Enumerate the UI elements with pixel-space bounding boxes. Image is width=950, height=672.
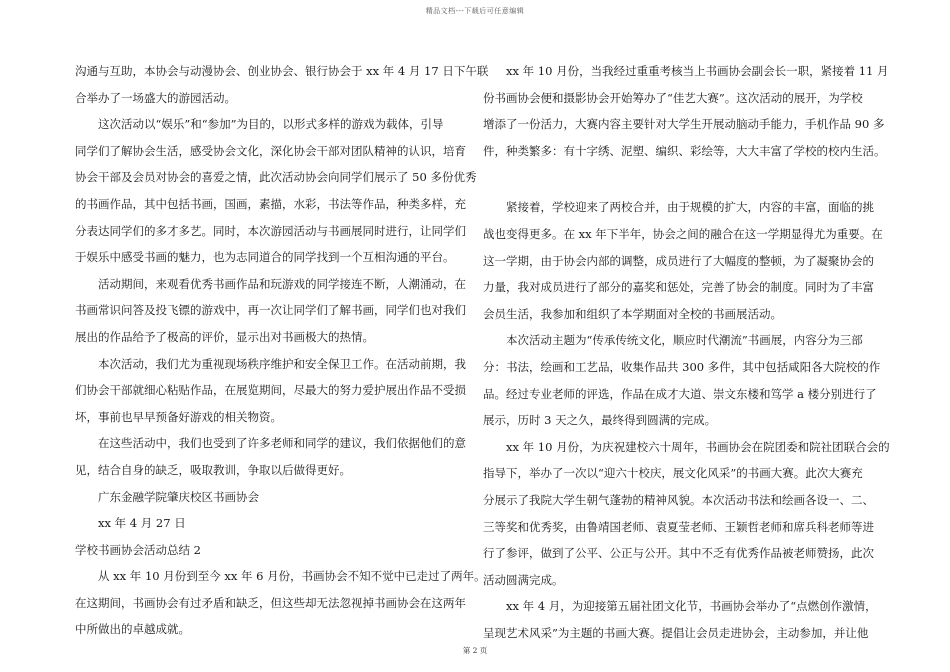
paragraph bbox=[483, 593, 878, 646]
text-line: 协会干部及会员对协会的喜爱之情，此次活动协会向同学们展示了 50 多份优秀 bbox=[75, 170, 477, 185]
text-line: 在这期间，书画协会有过矛盾和缺乏，但这些却无法忽视掉书画协会在这两年 bbox=[75, 595, 466, 610]
text-line: 分展示了我院大学生朝气蓬勃的精神风貌。本次活动书法和绘画各设一、二、 bbox=[483, 492, 874, 507]
text-line: 同学们了解协会生活，感受协会文化，深化协会干部对团队精神的认识，培育 bbox=[75, 143, 466, 158]
paragraph bbox=[75, 271, 470, 351]
text-line: 的书画作品，其中包括书画，国画，素描，水彩，书法等作品，种类多样，充 bbox=[75, 196, 466, 211]
text-line: 力量，我对成员进行了部分的嘉奖和惩处，完善了协会的制度。同时为了丰富 bbox=[483, 280, 874, 295]
text-line: 展示，历时 3 天之久，最终得到圆满的完成。 bbox=[483, 413, 717, 428]
text-line: 坏，事前也早早预备好游戏的相关物资。 bbox=[75, 409, 282, 424]
text-line: 增添了一份活力，大赛内容主要针对大学生开展动脑动手能力，手机作品 90 多 bbox=[483, 117, 885, 132]
text-line: 见，结合自身的缺乏，吸取教训，争取以后做得更好。 bbox=[75, 462, 351, 477]
text-line: 分：书法，绘画和工艺品，收集作品共 300 多件，其中包括咸阳各大院校的作 bbox=[483, 359, 881, 374]
text-line: 战也变得更多。在 xx 年下半年，协会之间的融合在这一学期显得尤为重要。在 bbox=[483, 226, 883, 241]
paragraph bbox=[483, 327, 881, 433]
right-column bbox=[483, 58, 890, 646]
text-line: 中所做出的卓越成就。 bbox=[75, 622, 190, 637]
text-line: xx 年 10 月份，为庆祝建校六十周年，书画协会在院团委和院社团联合会的 bbox=[506, 439, 890, 454]
section-title: 学校书画协会活动总结 2 bbox=[75, 542, 201, 557]
text-line: 们协会干部就细心粘贴作品，在展览期间，尽最大的努力爱护展出作品不受损 bbox=[75, 383, 466, 398]
page-number: 第 2 页 bbox=[462, 646, 488, 655]
text-line: 份书画协会便和摄影协会开始筹办了“佳艺大赛”。这次活动的展开，为学校 bbox=[483, 90, 863, 105]
paragraph bbox=[75, 111, 477, 271]
text-line: 在这些活动中，我们也受到了许多老师和同学的建议，我们依据他们的意 bbox=[98, 436, 466, 451]
paragraph bbox=[483, 194, 883, 327]
paragraph-gap bbox=[483, 164, 878, 194]
text-line: 呈现艺术风采”为主题的书画大赛。提倡让会员走进协会，主动参加，并让他 bbox=[483, 625, 869, 640]
paragraph bbox=[75, 563, 486, 643]
text-line: 会员生活，我参加和组织了本学期面对全校的书画展活动。 bbox=[483, 306, 782, 321]
text-line: 这次活动以“娱乐”和“参加”为目的，以形式多样的游戏为载体，引导 bbox=[98, 117, 444, 132]
paragraph bbox=[483, 434, 890, 594]
text-line: 行了参评，做到了公平、公正与公开。其中不乏有优秀作品被老师赞扬，此次 bbox=[483, 546, 874, 561]
text-line: 三等奖和优秀奖，由鲁靖国老师、袁夏莹老师、王颖哲老师和席兵科老师等进 bbox=[483, 519, 874, 534]
text-line: 于娱乐中感受书画的魅力，也为志同道合的同学找到一个互相沟通的平台。 bbox=[75, 250, 455, 265]
page-header: 精品文档---下载后可任意编辑 bbox=[425, 7, 525, 15]
signature-date: xx 年 4 月 27 日 bbox=[98, 516, 186, 531]
text-line: 书画常识问答及投飞镖的游戏中，再一次让同学们了解书画，同学们也对我们 bbox=[75, 303, 466, 318]
text-line: 沟通与互助，本协会与动漫协会、创业协会、银行协会于 xx 年 4 月 17 日下午联 bbox=[75, 64, 489, 78]
paragraph bbox=[75, 430, 470, 483]
text-line: 从 xx 年 10 月份到至今 xx 年 6 月份，书画协会不知不觉中已走过了两年。 bbox=[98, 569, 486, 584]
text-line: 本次活动主题为“传承传统文化，顺应时代潮流”书画展，内容分为三部 bbox=[506, 333, 863, 348]
left-column bbox=[75, 58, 489, 643]
text-line: xx 年 10 月份，当我经过重重考核当上书画协会副会长一职，紧接着 11 月 bbox=[506, 64, 889, 78]
text-line: 分表达同学们的多才多艺。同时，本次游园活动与书画展同时进行，让同学们 bbox=[75, 223, 466, 238]
text-line: 这一学期，由于协会内部的调整，成员进行了大幅度的整顿，为了凝聚协会的 bbox=[483, 253, 874, 268]
text-line: xx 年 4 月，为迎接第五届社团文化节，书画协会举办了“点燃创作激情， bbox=[506, 599, 877, 614]
text-line: 本次活动，我们尤为重视现场秩序维护和安全保卫工作。在活动前期，我 bbox=[98, 356, 466, 371]
text-line: 件，种类繁多：有十字绣、泥塑、编织、彩绘等，大大丰富了学校的校内生活。 bbox=[483, 143, 886, 158]
text-line: 展出的作品给予了极高的评价，显示出对书画极大的热情。 bbox=[75, 329, 374, 344]
organization-signature: 广东金融学院肇庆校区书画协会 bbox=[98, 489, 259, 504]
paragraph bbox=[75, 351, 470, 431]
text-line: 活动期间，来观看优秀书画作品和玩游戏的同学接连不断，人潮涌动，在 bbox=[98, 276, 466, 291]
paragraph bbox=[483, 58, 889, 164]
text-line: 指导下，举办了一次以“迎六十校庆，展文化风采”的书画大赛。此次大赛充 bbox=[483, 466, 863, 481]
text-line: 活动圆满完成。 bbox=[483, 572, 564, 587]
text-line: 紧接着，学校迎来了两校合并，由于规模的扩大，内容的丰富，面临的挑 bbox=[506, 200, 874, 215]
paragraph bbox=[75, 58, 489, 111]
text-line: 品。经过专业老师的评选，作品在成才大道、崇文东楼和笃学 a 楼分别进行了 bbox=[483, 386, 877, 401]
text-line: 合举办了一场盛大的游园活动。 bbox=[75, 90, 236, 105]
